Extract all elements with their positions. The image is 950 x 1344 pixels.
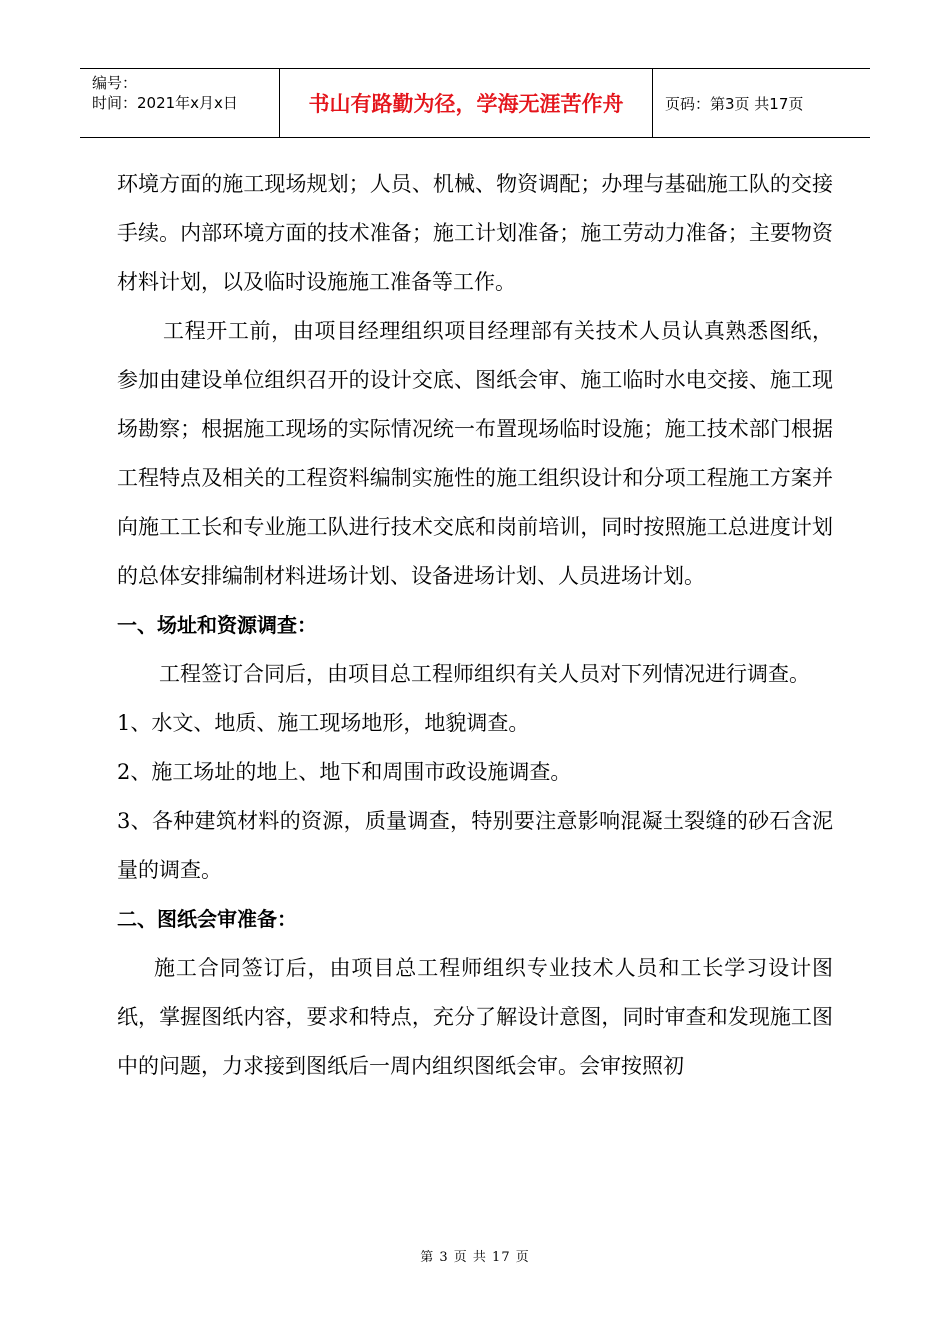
- paragraph-continuation: 环境方面的施工现场规划；人员、机械、物资调配；办理与基础施工队的交接手续。内部环境方面的技术准备；施工计划准备；施工劳动力准备；主要物资材料计划，以及临时设施施工准备等工作。: [117, 172, 833, 294]
- paragraph-preparation: 工程开工前，由项目经理组织项目经理部有关技术人员认真熟悉图纸，参加由建设单位组织召开的设计交底、图纸会审、施工临时水电交接、施工现场勘察；根据施工现场的实际情况统一布置现场临时设施；施工技术部门根据工程特点及相关的工程资料编制实施性的施工组织设计和分项工程施工方案并向施工工长和专业施工队进行技术交底和岗前培训，同时按照施工总进度计划的总体安排编制材料进场计划、设备进场计划、人员进场计划。: [117, 319, 833, 588]
- section-heading-site-survey: 一、场址和资源调查：: [117, 613, 317, 637]
- page-info: 页码：第3页 共17页: [665, 94, 804, 113]
- paragraph-drawing-review: 施工合同签订后，由项目总工程师组织专业技术人员和工长学习设计图纸，掌握图纸内容，要求和特点，充分了解设计意图，同时审查和发现施工图中的问题，力求接到图纸后一周内组织图纸会审。会审按照初: [117, 956, 833, 1078]
- header-page-cell: [653, 69, 870, 137]
- motto-text: 书山有路勤为径，学海无涯苦作舟: [308, 92, 624, 116]
- document-body: [117, 160, 833, 1091]
- document-header: [80, 68, 870, 138]
- paragraph-survey-intro: 工程签订合同后，由项目总工程师组织有关人员对下列情况进行调查。: [159, 662, 810, 686]
- number-label: 编号：: [92, 74, 138, 92]
- list-item-utilities: 2、施工场址的地上、地下和周围市政设施调查。: [117, 760, 572, 784]
- page-footer: 第 3 页 共 17 页: [420, 1250, 530, 1265]
- section-heading-drawing-review: 二、图纸会审准备：: [117, 907, 297, 931]
- list-item-materials: 3、各种建筑材料的资源，质量调查，特别要注意影响混凝土裂缝的砂石含泥量的调查。: [117, 809, 833, 882]
- header-meta-cell: [80, 69, 280, 137]
- header-motto-cell: [280, 69, 653, 137]
- list-item-hydrology: 1、水文、地质、施工现场地形，地貌调查。: [117, 711, 530, 735]
- time-label: 时间：2021年x月x日: [92, 94, 238, 112]
